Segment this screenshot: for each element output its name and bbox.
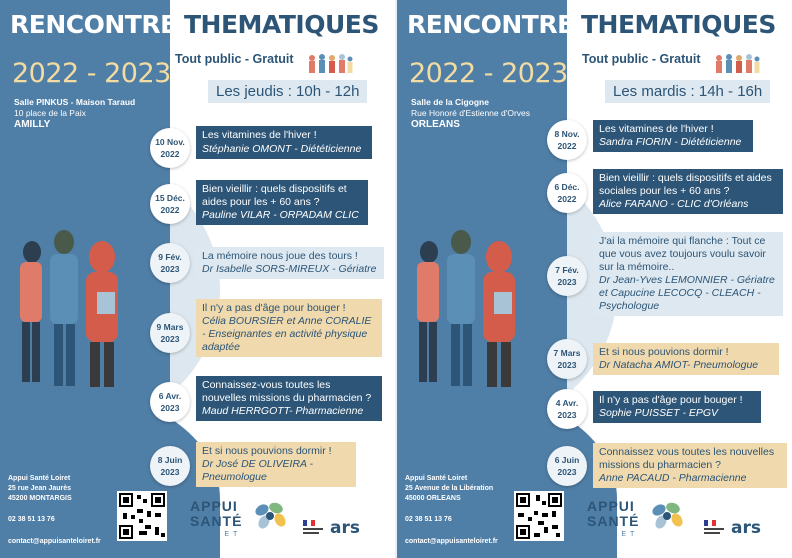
schedule-badge: Les mardis : 14h - 16h bbox=[605, 80, 770, 103]
title-rencontres: RENCONTRES bbox=[10, 10, 195, 39]
season-year: 2022 - 2023 bbox=[409, 58, 568, 89]
contact-city: 45000 ORLEANS bbox=[405, 495, 461, 502]
event-date: 6 Juin 2023 bbox=[547, 446, 587, 486]
contact-street: 25 Avenue de la Libération bbox=[405, 485, 494, 492]
event-title: La mémoire nous joue des tours ! bbox=[202, 250, 358, 262]
event-title: Connaissez-vous toutes les nouvelles missions du pharmacien ? bbox=[202, 379, 372, 404]
venue-address: Rue Honoré d'Estienne d'Orves bbox=[411, 108, 531, 118]
event-date: 7 Mars 2023 bbox=[547, 339, 587, 379]
event-speaker: Alice FARANO - CLIC d'Orléans bbox=[599, 198, 749, 210]
event-title: Et si nous pouvions dormir ! bbox=[202, 445, 332, 457]
event-card bbox=[196, 247, 384, 279]
event-card bbox=[196, 442, 356, 487]
event-card bbox=[593, 232, 783, 316]
event-speaker: Dr Isabelle SORS-MIREUX - Gériatre bbox=[202, 263, 377, 275]
event-title: Il n'y a pas d'âge pour bouger ! bbox=[599, 394, 743, 406]
schedule-badge: Les jeudis : 10h - 12h bbox=[208, 80, 367, 103]
venue-info bbox=[14, 97, 135, 130]
event-speaker: Dr Jean-Yves LEMONNIER - Gériatre et Capucine LECOCQ - CLEACH - Psychologue bbox=[599, 274, 775, 312]
event-title: Les vitamines de l'hiver ! bbox=[599, 123, 714, 135]
title-thematiques: THEMATIQUES bbox=[581, 10, 776, 39]
logo-line-2: SANTÉ bbox=[190, 513, 243, 529]
republique-francaise-logo-icon bbox=[704, 520, 726, 538]
event-speaker: Célia BOURSIER et Anne CORALIE - Enseignantes en activité physique adaptée bbox=[202, 315, 372, 353]
event-date: 6 Déc. 2022 bbox=[547, 173, 587, 213]
flyer-orleans bbox=[397, 0, 792, 558]
people-illustration bbox=[399, 212, 569, 392]
venue-name: Salle de la Cigogne bbox=[411, 97, 489, 107]
event-title: Il n'y a pas d'âge pour bouger ! bbox=[202, 302, 346, 314]
venue-address: 10 place de la Paix bbox=[14, 108, 86, 118]
event-date: 8 Juin 2023 bbox=[150, 446, 190, 486]
event-title: Les vitamines de l'hiver ! bbox=[202, 129, 317, 141]
appui-sante-logo bbox=[587, 498, 702, 550]
logo-line-1: APPUI bbox=[587, 498, 635, 514]
venue-info bbox=[411, 97, 530, 130]
event-date: 10 Nov. 2022 bbox=[150, 128, 190, 168]
contact-org: Appui Santé Loiret bbox=[8, 475, 71, 482]
group-people-icon bbox=[711, 52, 761, 76]
event-card bbox=[196, 299, 382, 357]
audience-label: Tout public - Gratuit bbox=[582, 52, 701, 66]
event-date: 4 Avr. 2023 bbox=[547, 389, 587, 429]
contact-street: 25 rue Jean Jaurès bbox=[8, 485, 72, 492]
event-title: Connaissez vous toutes les nouvelles missions du pharmacien ? bbox=[599, 446, 775, 471]
title-rencontres: RENCONTRES bbox=[407, 10, 592, 39]
event-speaker: Dr Natacha AMIOT- Pneumologue bbox=[599, 359, 759, 371]
logo-line-1: APPUI bbox=[190, 498, 238, 514]
flower-logo-icon bbox=[647, 500, 687, 534]
event-date: 7 Fév. 2023 bbox=[547, 256, 587, 296]
event-date: 15 Déc. 2022 bbox=[150, 184, 190, 224]
event-speaker: Anne PACAUD - Pharmacienne bbox=[599, 472, 747, 484]
event-card bbox=[593, 343, 779, 375]
event-speaker: Stéphanie OMONT - Diététicienne bbox=[202, 143, 362, 155]
event-card bbox=[196, 180, 368, 225]
event-card bbox=[196, 376, 382, 421]
event-card bbox=[593, 169, 783, 214]
flower-logo-icon bbox=[250, 500, 290, 534]
audience-label: Tout public - Gratuit bbox=[175, 52, 294, 66]
ars-logo: ars bbox=[330, 518, 360, 538]
contact-phone: 02 38 51 13 76 bbox=[8, 516, 55, 523]
appui-sante-logo bbox=[190, 498, 305, 550]
event-title: Bien vieillir : quels dispositifs et aides pour les + 60 ans ? bbox=[202, 183, 347, 208]
logo-line-3: LOIRET bbox=[192, 531, 242, 538]
event-title: J'ai la mémoire qui flanche : Tout ce que vous avez toujours voulu savoir sur la mémoire.. bbox=[599, 235, 766, 273]
people-illustration bbox=[2, 212, 172, 392]
venue-city: ORLEANS bbox=[411, 119, 460, 130]
contact-address bbox=[405, 474, 493, 504]
event-card bbox=[593, 443, 787, 488]
event-speaker: Pauline VILAR - ORPADAM CLIC bbox=[202, 209, 359, 221]
contact-org: Appui Santé Loiret bbox=[405, 475, 468, 482]
event-speaker: Dr José DE OLIVEIRA - Pneumologue bbox=[202, 458, 314, 483]
republique-francaise-logo-icon bbox=[303, 520, 325, 538]
event-speaker: Sandra FIORIN - Diététicienne bbox=[599, 136, 742, 148]
event-card bbox=[593, 120, 753, 152]
event-date: 6 Avr. 2023 bbox=[150, 382, 190, 422]
event-speaker: Sophie PUISSET - EPGV bbox=[599, 407, 719, 419]
contact-phone: 02 38 51 13 76 bbox=[405, 516, 452, 523]
qr-code-icon[interactable] bbox=[514, 491, 564, 541]
event-title: Bien vieillir : quels dispositifs et aides sociales pour les + 60 ans ? bbox=[599, 172, 772, 197]
logo-line-2: SANTÉ bbox=[587, 513, 640, 529]
season-year: 2022 - 2023 bbox=[12, 58, 171, 89]
contact-email-link[interactable]: contact@appuisanteloiret.fr bbox=[8, 538, 101, 545]
ars-logo: ars bbox=[731, 518, 761, 538]
venue-name: Salle PINKUS - Maison Taraud bbox=[14, 97, 136, 107]
event-title: Et si nous pouvions dormir ! bbox=[599, 346, 729, 358]
contact-email-link[interactable]: contact@appuisanteloiret.fr bbox=[405, 538, 498, 545]
contact-address bbox=[8, 474, 72, 504]
title-thematiques: THEMATIQUES bbox=[184, 10, 379, 39]
event-speaker-box bbox=[196, 142, 372, 159]
event-date: 9 Mars 2023 bbox=[150, 313, 190, 353]
venue-city: AMILLY bbox=[14, 119, 51, 130]
event-date: 9 Fév. 2023 bbox=[150, 243, 190, 283]
event-date: 8 Nov. 2022 bbox=[547, 120, 587, 160]
event-card bbox=[593, 391, 761, 423]
logo-line-3: LOIRET bbox=[589, 531, 639, 538]
contact-city: 45200 MONTARGIS bbox=[8, 495, 72, 502]
group-people-icon bbox=[304, 52, 354, 76]
qr-code-icon[interactable] bbox=[117, 491, 167, 541]
event-speaker: Maud HERRGOTT- Pharmacienne bbox=[202, 405, 364, 417]
